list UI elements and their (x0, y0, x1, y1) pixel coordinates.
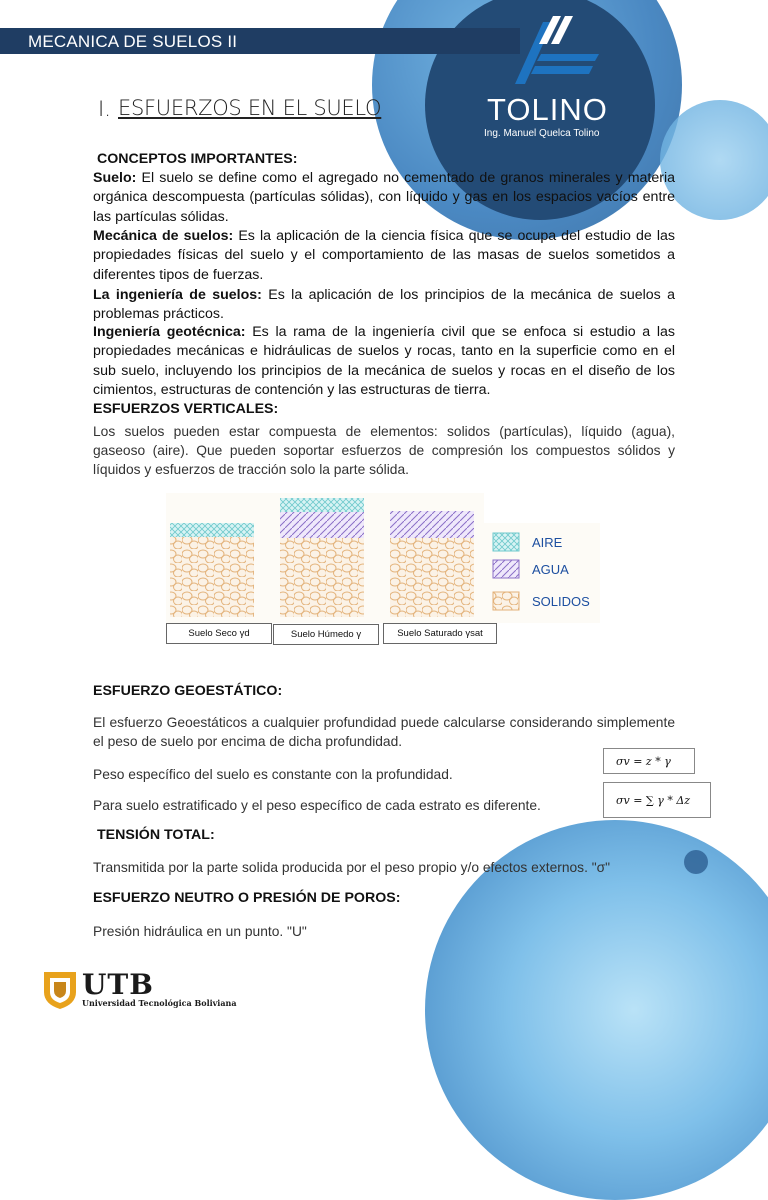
legend-aire: AIRE (532, 535, 563, 550)
caption-dry: Suelo Seco γd (166, 623, 272, 644)
university-name: Universidad Tecnológica Boliviana (82, 998, 237, 1008)
concept-suelo (93, 169, 675, 227)
decorative-circle-dot (684, 850, 708, 874)
tension-heading: TENSIÓN TOTAL: (97, 827, 215, 843)
legend-solidos: SOLIDOS (532, 594, 590, 609)
moist-water-layer (280, 512, 364, 538)
caption-saturated: Suelo Saturado γsat (383, 623, 497, 644)
caption-moist: Suelo Húmedo γ (273, 624, 379, 645)
concept-ingenieria-term: La ingeniería de suelos: (93, 287, 262, 303)
formula-stratified: σv = ∑ γ * Δz (603, 782, 711, 818)
concept-suelo-text: El suelo se define como el agregado no cementado de granos minerales y materia orgánica descompuesta (partículas sólidas), con líquido y gas en los espacios vacíos entre las partículas sólidas. (93, 170, 675, 225)
concept-mecanica-term: Mecánica de suelos: (93, 228, 234, 244)
section-number: I. (98, 97, 111, 121)
tension-text: Transmitida por la parte solida producida por el peso propio y/o efectos externos. "σ" (93, 860, 611, 875)
verticales-heading: ESFUERZOS VERTICALES: (93, 401, 279, 417)
moist-air-layer (280, 498, 364, 512)
brand-name: TOLINO (487, 92, 608, 127)
concept-ingenieria-text: Es la aplicación de los principios de la mecánica de suelos a problemas prácticos. (93, 287, 675, 323)
verticales-text: Los suelos pueden estar compuesta de elementos: solidos (partículas), líquido (agua), gaseoso (aire). Que pueden soportar esfuerzos de compresión los compuestos sólidos y líquidos y esfuerzos de tracción solo la parte sólida. (93, 424, 675, 477)
concept-mecanica (93, 227, 675, 285)
geostatico-heading: ESFUERZO GEOESTÁTICO: (93, 683, 283, 699)
concept-mecanica-text: Es la aplicación de la ciencia física que se ocupa del estudio de las propiedades físicas del suelo y el comportamiento de las masas de suelos sometidos a diferentes tipos de fuerzas. (93, 228, 675, 283)
neutro-heading: ESFUERZO NEUTRO O PRESIÓN DE POROS: (93, 890, 401, 906)
utb-logo-text: UTB (82, 968, 154, 1001)
concept-geotecnica-text: Es la rama de la ingeniería civil que se enfoca si estudio a las propiedades mecánicas e hidráulicas de suelos y rocas, tanto en la superficie como en el sub suelo, incluyendo los principios de la mecánica de suelos y rocas en el diseño de los cimientos, estructuras de contención y las estructuras de tierra. (93, 324, 675, 398)
concept-suelo-term: Suelo: (93, 170, 137, 186)
soil-phases-figure (166, 493, 600, 653)
geostatico-text-2: Peso específico del suelo es constante con la profundidad. (93, 767, 453, 782)
utb-shield-icon (42, 970, 78, 1010)
concept-geotecnica (93, 323, 675, 400)
dry-solids-layer (170, 537, 254, 617)
brand-subtitle: Ing. Manuel Quelca Tolino (484, 128, 600, 139)
decorative-circle-bottom (425, 820, 768, 1200)
concept-ingenieria (93, 286, 675, 325)
header-title: MECANICA DE SUELOS II (28, 32, 238, 51)
saturated-water-layer (390, 511, 474, 538)
geostatico-text-1: El esfuerzo Geoestáticos a cualquier profundidad puede calcularse considerando simplemente el peso de suelo por encima de dicha profundidad. (93, 715, 675, 749)
concept-geotecnica-term: Ingeniería geotécnica: (93, 324, 246, 340)
section-title: ESFUERZOS EN EL SUELO (118, 96, 382, 120)
concepts-heading: CONCEPTOS IMPORTANTES: (97, 151, 298, 167)
neutro-text: Presión hidráulica en un punto. "U" (93, 924, 307, 939)
saturated-solids-layer (390, 538, 474, 617)
geostatico-text-3: Para suelo estratificado y el peso específico de cada estrato es diferente. (93, 798, 541, 813)
legend-agua: AGUA (532, 562, 569, 577)
tolino-logo-icon (495, 14, 605, 88)
dry-air-layer (170, 523, 254, 537)
decorative-circle-small (660, 100, 768, 220)
legend-solidos-swatch (493, 592, 519, 610)
moist-solids-layer (280, 538, 364, 617)
legend-aire-swatch (493, 533, 519, 551)
legend-agua-swatch (493, 560, 519, 578)
formula-constant: σv = z * γ (603, 748, 695, 774)
